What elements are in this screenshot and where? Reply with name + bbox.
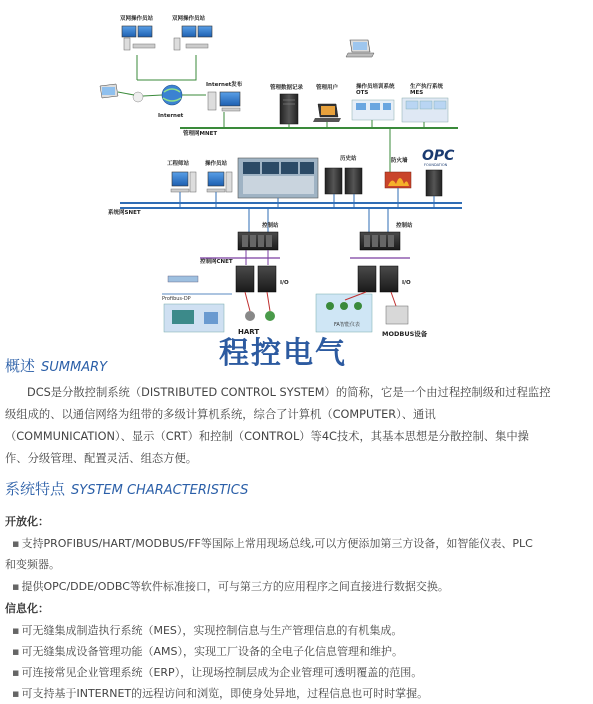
label-internet: Internet xyxy=(158,113,184,119)
label-io-2: I/O xyxy=(402,280,411,286)
label-remote-op-2: 双网操作员站 xyxy=(172,16,206,22)
summary-line-2: 级组成的、以通信网络为纽带的多级计算机系统，综合了计算机（COMPUTER）、通讯 xyxy=(5,408,436,421)
information-item-2 xyxy=(12,643,403,659)
label-op-station: 操作员站 xyxy=(205,161,228,167)
bullet-icon: ▪ xyxy=(12,537,20,550)
label-ctrl-station-1: 控制站 xyxy=(262,223,279,229)
dcs-architecture-diagram xyxy=(0,0,593,345)
label-snet: 系统网SNET xyxy=(108,210,141,216)
summary-title-cn: 概述 xyxy=(5,357,36,375)
information-item-1-text: 可无缝集成制造执行系统（MES），实现控制信息与生产管理信息的有机集成。 xyxy=(21,624,403,637)
characteristics-title-en: SYSTEM CHARACTERISTICS xyxy=(71,483,249,498)
bullet-icon: ▪ xyxy=(12,666,20,679)
operator-station xyxy=(205,159,232,192)
information-heading: 信息化： xyxy=(5,602,49,615)
openness-item-1-cont xyxy=(5,556,60,572)
label-ots: 操作员培训系统 OTS xyxy=(356,84,395,96)
laptop-icon xyxy=(346,40,374,57)
label-opc: OPC xyxy=(422,148,455,164)
control-station-1 xyxy=(199,221,289,292)
label-firewall: 防火墙 xyxy=(391,158,408,164)
summary-line-3: （COMMUNICATION）、显示（CRT）和控制（CONTROL）等4C技术，其基本思想是分散控制、集中操 xyxy=(5,430,529,443)
management-user xyxy=(313,83,341,122)
openness-item-1-cont-text: 和变频器。 xyxy=(5,558,60,571)
information-item-4-text: 可支持基于INTERNET的远程访问和浏览，即使身处异地，过程信息也可时时掌握。 xyxy=(21,687,429,700)
information-item-3 xyxy=(12,664,422,680)
mes-station xyxy=(402,82,448,122)
summary-line-4: 作、分级管理、配置灵活、组态方便。 xyxy=(5,452,198,465)
characteristics-title-cn: 系统特点 xyxy=(5,480,66,498)
engineer-station xyxy=(167,159,196,192)
fa-smart-instruments xyxy=(316,292,372,332)
remote-operator-station-2 xyxy=(172,14,212,50)
openness-item-2 xyxy=(12,578,449,594)
summary-paragraph xyxy=(5,382,588,470)
history-station xyxy=(325,154,362,194)
modbus-devices xyxy=(382,292,428,338)
control-station-2 xyxy=(350,221,413,292)
label-cnet: 控制网CNET xyxy=(200,259,233,265)
label-mgmt-user: 管理用户 xyxy=(316,85,339,91)
label-history: 历史站 xyxy=(340,156,357,162)
label-ctrl-station-2: 控制站 xyxy=(396,223,413,229)
bullet-icon: ▪ xyxy=(12,624,20,637)
information-item-2-text: 可无缝集成设备管理功能（AMS），实现工厂设备的全电子化信息管理和维护。 xyxy=(21,645,403,658)
openness-item-2-text: 提供OPC/DDE/ODBC等软件标准接口，可与第三方的应用程序之间直接进行数据交换。 xyxy=(21,580,449,593)
watermark-logo-text: 程控电气 xyxy=(219,336,347,371)
profibus-field-devices xyxy=(162,276,232,332)
label-modbus: MODBUS设备 xyxy=(382,330,428,338)
label-io-1: I/O xyxy=(280,280,289,286)
label-data-logger: 管理数据记录 xyxy=(270,85,304,91)
information-item-4 xyxy=(12,685,428,701)
label-mnet: 管理网MNET xyxy=(183,131,218,137)
label-profibus: Profibus-DP xyxy=(162,296,191,302)
bullet-icon: ▪ xyxy=(12,580,20,593)
information-item-3-text: 可连接常见企业管理系统（ERP），让现场控制层成为企业管理可透明覆盖的范围。 xyxy=(21,666,423,679)
bullet-icon: ▪ xyxy=(12,645,20,658)
internet-publish-server xyxy=(206,80,243,111)
opc-logo xyxy=(422,148,455,196)
openness-heading: 开放化： xyxy=(5,515,49,528)
remote-operator-station-1 xyxy=(120,14,155,50)
summary-title-en: SUMMARY xyxy=(41,360,108,375)
label-mes: 生产执行系统 MES xyxy=(410,84,444,96)
summary-line-1: DCS是分散控制系统（DISTRIBUTED CONTROL SYSTEM）的简称，它是一个由过程控制级和过程监控 xyxy=(27,386,551,399)
label-internet-publish: Internet发布 xyxy=(206,82,243,88)
characteristics-heading xyxy=(5,478,248,499)
label-fa: FA智能仪表 xyxy=(334,322,360,328)
label-hart: HART xyxy=(238,328,260,336)
openness-item-1 xyxy=(12,535,533,551)
openness-item-1-text: 支持PROFIBUS/HART/MODBUS/FF等国际上常用现场总线,可以方便添加第三方设备，如智能仪表、PLC xyxy=(21,537,533,550)
internet-cluster xyxy=(100,84,184,119)
control-console xyxy=(238,158,318,198)
bullet-icon: ▪ xyxy=(12,687,20,700)
label-opc-foundation: FOUNDATION xyxy=(424,163,448,167)
summary-heading xyxy=(5,355,107,376)
label-eng-station: 工程师站 xyxy=(167,161,190,167)
information-item-1 xyxy=(12,622,402,638)
ots-station xyxy=(352,82,395,120)
label-remote-op-1: 双网操作员站 xyxy=(120,16,154,22)
management-data-logger xyxy=(270,83,304,124)
firewall xyxy=(385,156,411,188)
